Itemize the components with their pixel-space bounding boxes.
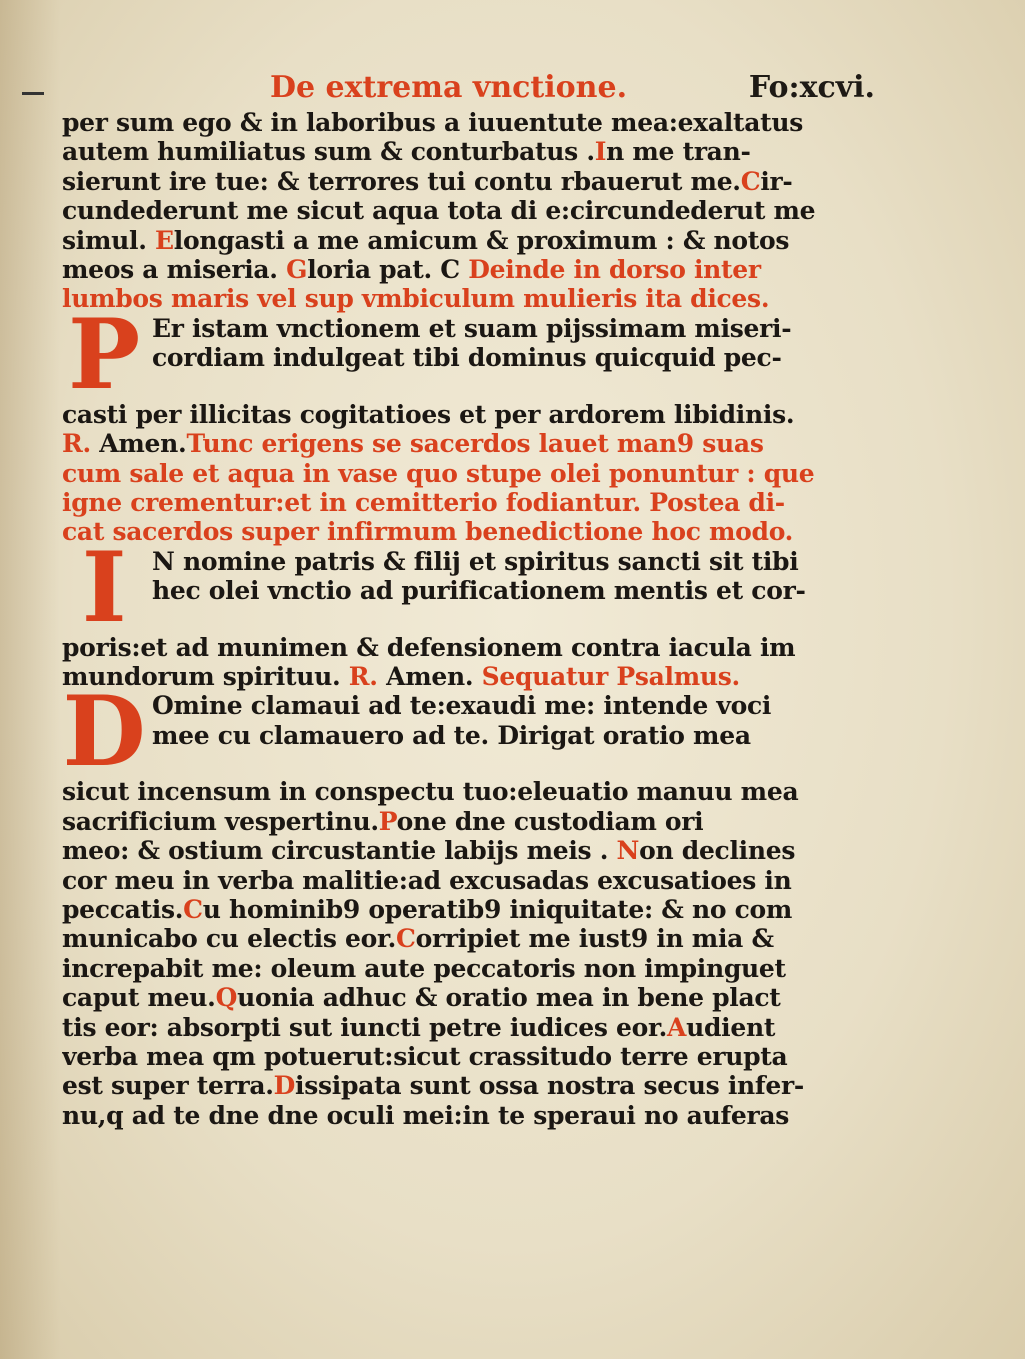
benediction: [62, 547, 876, 633]
body-text: longasti a me amicum & proximum : & notos: [173, 225, 790, 255]
text-line: [62, 895, 876, 924]
rubric-text: C: [740, 166, 761, 196]
text-line: [62, 167, 876, 196]
text-line: [62, 517, 876, 546]
text-line: [62, 1013, 876, 1042]
body-text: municabo cu electis eor.: [62, 924, 396, 954]
text-line: [62, 459, 876, 488]
rubric-text: A: [667, 1012, 687, 1042]
text-line: N nomine patris & filij et spiritus sancti sit tibi: [152, 546, 799, 576]
body-text: cor meu in verba malitie:ad excusadas excusatioes in: [62, 865, 792, 895]
benediction-continuation: [62, 633, 876, 692]
body-text: nu,q ad te dne dne oculi mei:in te speraui no auferas: [62, 1100, 790, 1130]
psalm-continuation: [62, 108, 876, 314]
psalm: [62, 691, 876, 777]
body-text: caput meu.: [62, 983, 216, 1013]
rubric-text: lumbos maris vel sup vmbiculum mulieris ita dices.: [62, 284, 770, 314]
text-line: [62, 284, 876, 313]
body-text: poris:et ad munimen & defensionem contra iacula im: [62, 632, 796, 662]
body-text: C: [440, 254, 460, 284]
text-line: [62, 196, 876, 225]
rubric-text: cum sale et aqua in vase quo stupe olei ponuntur : que: [62, 458, 815, 488]
text-line: cordiam indulgeat tibi dominus quicquid pec-: [152, 343, 782, 373]
body-text: issipata sunt ossa nostra secus infer-: [295, 1071, 804, 1101]
text-line: [62, 137, 876, 166]
rubric-text: E: [155, 225, 174, 255]
decorated-initial-i: I: [81, 546, 127, 633]
rubric-text: C: [183, 895, 203, 925]
running-title: De extrema vnctione.: [270, 70, 628, 105]
text-line: [62, 429, 876, 458]
margin-mark: [22, 92, 44, 95]
text-line: [62, 633, 876, 662]
body-text: ir-: [760, 166, 793, 196]
text-line: [62, 954, 876, 983]
body-text: tis eor: absorpti sut iuncti petre iudices eor.: [62, 1012, 667, 1042]
rubric-text: I: [594, 137, 607, 167]
folio-number: Fo:xcvi.: [748, 70, 875, 105]
text-line: [62, 226, 876, 255]
text-line: [62, 836, 876, 865]
text-line: hec olei vnctio ad purificationem mentis et cor-: [152, 576, 806, 606]
rubric-text: Tunc erigens se sacerdos lauet man9 suas: [186, 429, 764, 459]
text-line: [62, 108, 876, 137]
rubric-text: P: [378, 806, 397, 836]
text-block: [62, 108, 876, 1130]
text-line: [62, 662, 876, 691]
text-line: [62, 777, 876, 806]
body-text: mundorum spirituu.: [62, 662, 349, 692]
body-text: orripiet me iust9 in mia &: [415, 924, 774, 954]
rubric-text: Sequatur Psalmus.: [481, 662, 740, 692]
text-line: [62, 1071, 876, 1100]
text-line: [62, 1101, 876, 1130]
rubric-text: G: [286, 254, 308, 284]
body-text: est super terra.: [62, 1071, 274, 1101]
body-text: meos a miseria.: [62, 254, 287, 284]
body-text: casti per illicitas cogitatioes et per ardorem libidinis.: [62, 399, 795, 429]
body-text: sierunt ire tue: & terrores tui contu rbauerut me.: [62, 166, 741, 196]
body-text: Amen.: [99, 429, 187, 459]
body-text: peccatis.: [62, 895, 184, 925]
body-text: n me tran-: [606, 137, 751, 167]
psalm-continuation-text: [62, 777, 876, 1130]
text-line: [62, 400, 876, 429]
text-line: [62, 1042, 876, 1071]
rubric-text: cat sacerdos super infirmum benedictione hoc modo.: [62, 517, 794, 547]
rubric-text: igne crementur:et in cemitterio fodiantur. Postea di-: [62, 487, 785, 517]
decorated-initial-p: P: [68, 313, 140, 400]
body-text: increpabit me: oleum aute peccatoris non impinguet: [62, 953, 786, 983]
body-text: Amen.: [386, 662, 482, 692]
body-text: meo: & ostium circustantie labijs meis .: [62, 836, 617, 866]
body-text: cundederunt me sicut aqua tota di e:circundederut me: [62, 196, 816, 226]
body-text: on declines: [639, 836, 796, 866]
body-text: autem humiliatus sum & conturbatus .: [62, 137, 595, 167]
rubric-text: C: [396, 924, 416, 954]
body-text: per sum ego & in laboribus a iuuentute mea:exaltatus: [62, 108, 803, 137]
rubric-text: R.: [62, 429, 100, 459]
body-text: uonia adhuc & oratio mea in bene plact: [237, 983, 781, 1013]
rubric-text: R.: [348, 662, 387, 692]
body-text: verba mea qm potuerut:sicut crassitudo terre erupta: [62, 1041, 788, 1071]
text-line: [62, 488, 876, 517]
text-line: [62, 866, 876, 895]
rubric-text: Deinde in dorso inter: [459, 254, 761, 284]
rubric-instructions: [62, 400, 876, 547]
body-text: udient: [686, 1012, 776, 1042]
rubric-text: Q: [215, 983, 238, 1013]
gutter-shadow: [0, 0, 60, 1359]
rubric-text: N: [616, 836, 640, 866]
text-line: [62, 807, 876, 836]
text-line: [62, 983, 876, 1012]
anointing-prayer: [62, 314, 876, 400]
text-line: [62, 924, 876, 953]
body-text: sicut incensum in conspectu tuo:eleuatio manuu mea: [62, 777, 799, 807]
text-line: Omine clamaui ad te:exaudi me: intende voci: [152, 691, 772, 721]
body-text: u hominib9 operatib9 iniquitate: & no com: [202, 895, 793, 925]
body-text: loria pat.: [307, 254, 441, 284]
text-line: Er istam vnctionem et suam pijssimam miseri-: [152, 313, 792, 343]
decorated-initial-d: D: [62, 691, 146, 778]
text-line: [62, 255, 876, 284]
body-text: simul.: [62, 225, 156, 255]
rubric-text: D: [273, 1071, 296, 1101]
body-text: sacrificium vespertinu.: [62, 806, 379, 836]
text-line: mee cu clamauero ad te. Dirigat oratio mea: [152, 720, 751, 750]
body-text: one dne custodiam ori: [396, 806, 704, 836]
